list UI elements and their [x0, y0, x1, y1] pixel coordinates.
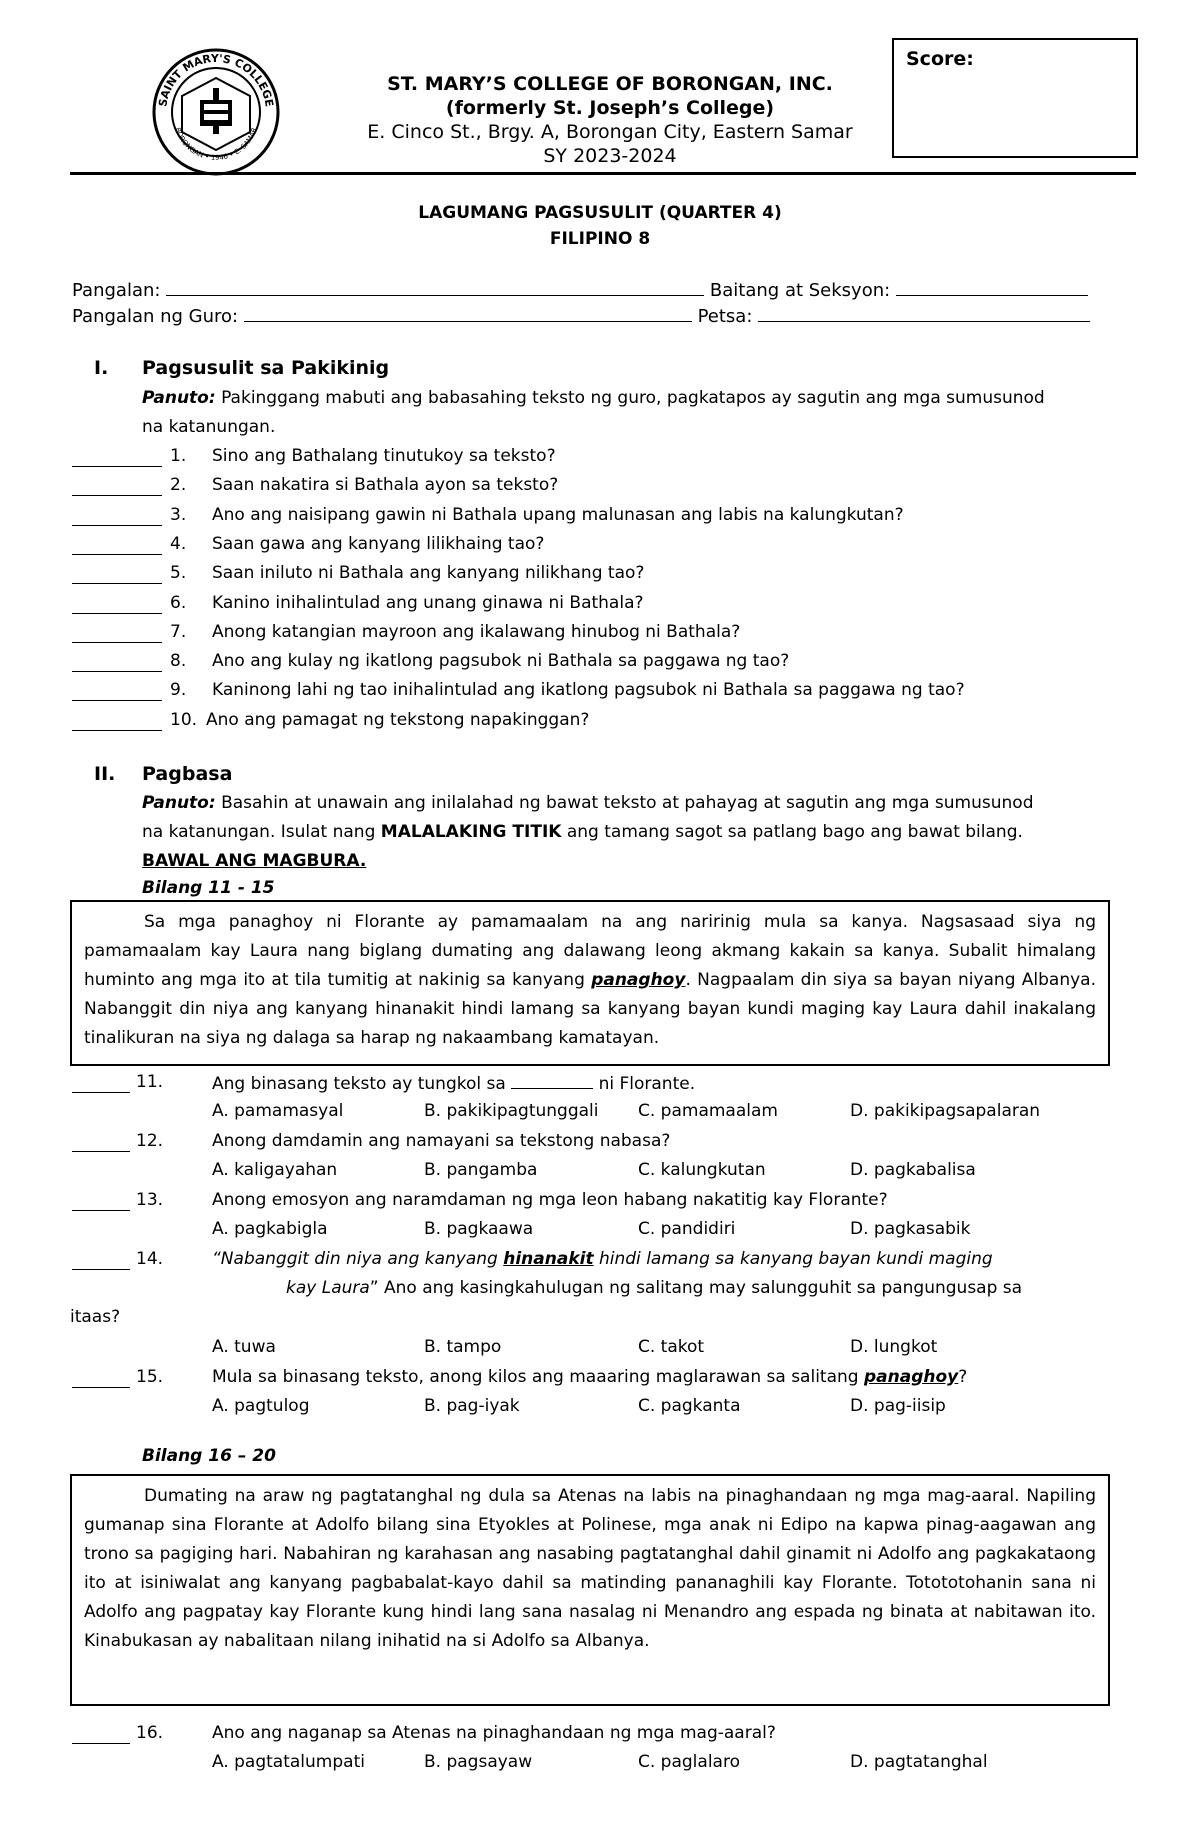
part2-directions-text-2a: na katanungan. Isulat nang: [142, 822, 381, 842]
passage-1: [70, 900, 1110, 1066]
answer-blank-12[interactable]: [72, 1131, 130, 1152]
former-name: (formerly St. Joseph’s College): [445, 97, 775, 119]
part2-directions-label: Panuto:: [142, 793, 216, 813]
section-label: Baitang at Seksyon:: [709, 280, 891, 301]
exam-title-block: [0, 200, 1200, 252]
passage-1-part-c: . Nagpaalam din siya sa bayan niyang Albanya. Nabanggit din niya ang kanyang hinanakit hindi lamang sa kanyang bayan kundi maging kay Laura dahil inakalang tinalikuran na siya ng dalaga sa harap ng nakaambang kamatayan.: [84, 970, 1097, 1048]
q11-text-a: Ang binasang teksto ay tungkol sa: [212, 1074, 512, 1094]
q14-quote-a: “Nabanggit din niya ang kanyang: [212, 1249, 504, 1269]
question-number-6: 6.: [170, 593, 187, 613]
question-text-1: Sino ang Bathalang tinutukoy sa teksto?: [212, 446, 556, 466]
score-box[interactable]: [892, 38, 1138, 158]
teacher-field[interactable]: [244, 301, 692, 322]
q15-text-b: ?: [958, 1367, 968, 1387]
part2-directions-2: [142, 818, 1023, 847]
q14-quote-word: hinanakit: [503, 1249, 594, 1269]
question-number-5: 5.: [170, 563, 187, 583]
q14-option-d[interactable]: D. lungkot: [850, 1337, 938, 1357]
question-number-4: 4.: [170, 534, 187, 554]
passage-2: Dumating na araw ng pagtatanghal ng dula sa Atenas na labis na pinaghandaan ng mga mag-aaral. Napiling gumanap sina Florante at Adolfo bilang sina Etyokles at Polinese, mga anak ni Edipo na kapwa pinag-aagawan ang trono sa pagiging hari. Nabahiran ng karahasan ang nasabing pagtatanghal dahil ginamit ni Adolfo ang pagkakataong ito at isiniwalat ang kanyang pagbabalat-kayo dahil sa matinding pananaghili kay Florante. Totototohanin sana ni Adolfo ang pagpatay kay Florante kung hindi lang sana nasalag ni Menandro ang espada ng binata at nabitawan ito. Kinabukasan ay nabalitaan nilang inihatid na si Adolfo sa Albanya.: [70, 1474, 1110, 1706]
q16-option-d[interactable]: D. pagtatanghal: [850, 1752, 988, 1772]
part2-heading: Pagbasa: [142, 763, 233, 785]
question-text-13: Anong emosyon ang naramdaman ng mga leon habang nakatitig kay Florante?: [212, 1190, 888, 1210]
q13-option-d[interactable]: D. pagkasabik: [850, 1219, 971, 1239]
question-text-8: Ano ang kulay ng ikatlong pagsubok ni Bathala sa paggawa ng tao?: [212, 651, 790, 671]
q14-option-c[interactable]: C. takot: [638, 1337, 705, 1357]
answer-blank-7[interactable]: [72, 622, 162, 643]
q11-option-b[interactable]: B. pakikipagtunggali: [424, 1101, 599, 1121]
q16-option-c[interactable]: C. paglalaro: [638, 1752, 740, 1772]
question-text-11: [212, 1068, 695, 1099]
exam-title: LAGUMANG PAGSUSULIT (QUARTER 4): [418, 203, 782, 223]
q12-option-b[interactable]: B. pangamba: [424, 1160, 538, 1180]
part2-numeral: II.: [94, 763, 116, 785]
answer-blank-5[interactable]: [72, 563, 162, 584]
answer-blank-8[interactable]: [72, 651, 162, 672]
school-address: E. Cinco St., Brgy. A, Borongan City, Eastern Samar: [367, 121, 853, 143]
question-number-2: 2.: [170, 475, 187, 495]
question-number-11: 11.: [136, 1072, 164, 1092]
exam-subject: FILIPINO 8: [549, 229, 651, 249]
q16-option-a[interactable]: A. pagtatalumpati: [212, 1752, 365, 1772]
answer-blank-3[interactable]: [72, 505, 162, 526]
question-text-2: Saan nakatira si Bathala ayon sa teksto?: [212, 475, 559, 495]
q15-option-b[interactable]: B. pag-iyak: [424, 1396, 520, 1416]
question-number-16: 16.: [136, 1723, 164, 1743]
question-number-13: 13.: [136, 1190, 164, 1210]
part2-directions-text-2b: ang tamang sagot sa patlang bago ang bawat bilang.: [561, 822, 1023, 842]
question-text-10: Ano ang pamagat ng tekstong napakinggan?: [206, 710, 590, 730]
passage-1-part-a: Sa mga panaghoy ni Florante ay pamamaalam na ang naririnig mula sa kanya. Nagsasaad siya ng pamamaalam kay Laura nang biglang dumating ang dalawang leong akmang kakain sa kanya. Subalit himalang huminto ang mga ito at tila tumitig at nakinig sa kanyang: [84, 912, 1096, 990]
group2-label: Bilang 16 – 20: [142, 1446, 276, 1466]
q13-option-b[interactable]: B. pagkaawa: [424, 1219, 534, 1239]
q15-text-a: Mula sa binasang teksto, anong kilos ang maaaring maglarawan sa salitang: [212, 1367, 864, 1387]
question-number-9: 9.: [170, 680, 187, 700]
teacher-label: Pangalan ng Guro:: [72, 306, 239, 327]
q15-option-a[interactable]: A. pagtulog: [212, 1396, 310, 1416]
q14-option-b[interactable]: B. tampo: [424, 1337, 502, 1357]
q14-text-rest: ” Ano ang kasingkahulugan ng salitang may salungguhit sa pangungusap sa: [369, 1278, 1023, 1298]
school-header: [340, 72, 880, 168]
name-field[interactable]: [166, 275, 704, 296]
q12-option-c[interactable]: C. kalungkutan: [638, 1160, 766, 1180]
answer-blank-14[interactable]: [72, 1249, 130, 1270]
logo-text: SAINT MARY'S COLLEGE: [156, 51, 276, 108]
question-number-14: 14.: [136, 1249, 164, 1269]
question-text-9: Kaninong lahi ng tao inihalintulad ang ikatlong pagsubok ni Bathala sa paggawa ng tao?: [212, 680, 965, 700]
info-row-1: [72, 275, 1088, 304]
q14-option-a[interactable]: A. tuwa: [212, 1337, 276, 1357]
question-number-1: 1.: [170, 446, 187, 466]
question-14-quote: [212, 1245, 993, 1274]
answer-blank-9[interactable]: [72, 680, 162, 701]
header-divider: [70, 172, 1136, 175]
q11-option-c[interactable]: C. pamamaalam: [638, 1101, 778, 1121]
answer-blank-1[interactable]: [72, 446, 162, 467]
score-label: Score:: [906, 48, 974, 70]
q15-word: panaghoy: [863, 1367, 959, 1387]
answer-blank-6[interactable]: [72, 593, 162, 614]
no-erase-note: BAWAL ANG MAGBURA.: [142, 851, 367, 871]
q12-option-d[interactable]: D. pagkabalisa: [850, 1160, 976, 1180]
question-text-16: Ano ang naganap sa Atenas na pinaghandaan ng mga mag-aaral?: [212, 1723, 776, 1743]
question-14-line2: [286, 1274, 1022, 1303]
part1-numeral: I.: [94, 357, 109, 379]
passage-1-keyword: panaghoy: [591, 970, 686, 990]
part1-directions-text-2: na katanungan.: [142, 417, 276, 437]
date-field[interactable]: [758, 301, 1090, 322]
school-name: ST. MARY’S COLLEGE OF BORONGAN, INC.: [387, 73, 833, 95]
q13-option-a[interactable]: A. pagkabigla: [212, 1219, 328, 1239]
question-text-7: Anong katangian mayroon ang ikalawang hinubog ni Bathala?: [212, 622, 741, 642]
question-number-12: 12.: [136, 1131, 164, 1151]
q11-inline-blank: [511, 1068, 593, 1089]
part1-directions-label: Panuto:: [142, 388, 216, 408]
question-14-tail: itaas?: [70, 1307, 121, 1327]
question-text-6: Kanino inihalintulad ang unang ginawa ni Bathala?: [212, 593, 644, 613]
question-number-10: 10.: [170, 710, 198, 730]
name-label: Pangalan:: [72, 280, 161, 301]
question-text-4: Saan gawa ang kanyang lilikhaing tao?: [212, 534, 545, 554]
q11-text-b: ni Florante.: [593, 1074, 696, 1094]
part1-directions-text-1: Pakinggang mabuti ang babasahing teksto ng guro, pagkatapos ay sagutin ang mga sumusunod: [221, 388, 1045, 408]
question-number-3: 3.: [170, 505, 187, 525]
part1-heading: Pagsusulit sa Pakikinig: [142, 357, 390, 379]
date-label: Petsa:: [697, 306, 753, 327]
section-field[interactable]: [896, 275, 1088, 296]
answer-blank-10[interactable]: [72, 710, 162, 731]
answer-blank-2[interactable]: [72, 475, 162, 496]
answer-blank-11[interactable]: [72, 1072, 130, 1093]
answer-blank-15[interactable]: [72, 1367, 130, 1388]
school-seal-logo: [152, 48, 280, 176]
question-text-12: Anong damdamin ang namayani sa tekstong nabasa?: [212, 1131, 671, 1151]
q15-option-c[interactable]: C. pagkanta: [638, 1396, 741, 1416]
answer-blank-4[interactable]: [72, 534, 162, 555]
q14-quote-b: hindi lamang sa kanyang bayan kundi maging: [593, 1249, 993, 1269]
school-year: SY 2023-2024: [543, 145, 677, 167]
part2-directions-text-1: Basahin at unawain ang inilalahad ng bawat teksto at pahayag at sagutin ang mga sumusunod: [221, 793, 1034, 813]
info-row-2: [72, 301, 1090, 330]
part1-directions-1: [142, 384, 1045, 413]
question-number-8: 8.: [170, 651, 187, 671]
question-text-15: [212, 1363, 967, 1392]
q15-option-d[interactable]: D. pag-iisip: [850, 1396, 946, 1416]
q11-option-d[interactable]: D. pakikipagsapalaran: [850, 1101, 1041, 1121]
question-number-15: 15.: [136, 1367, 164, 1387]
q11-option-a[interactable]: A. pamamasyal: [212, 1101, 344, 1121]
question-text-5: Saan iniluto ni Bathala ang kanyang nilikhang tao?: [212, 563, 645, 583]
group1-label: Bilang 11 - 15: [142, 878, 275, 898]
logo-subtext: BORONGAN • 1946 • E. SAMAR: [173, 126, 259, 163]
q12-option-a[interactable]: A. kaligayahan: [212, 1160, 338, 1180]
q16-option-b[interactable]: B. pagsayaw: [424, 1752, 533, 1772]
question-text-3: Ano ang naisipang gawin ni Bathala upang malunasan ang labis na kalungkutan?: [212, 505, 904, 525]
part2-directions-1: [142, 789, 1034, 818]
question-number-7: 7.: [170, 622, 187, 642]
q14-quote-c: kay Laura: [286, 1278, 370, 1298]
answer-blank-16[interactable]: [72, 1723, 130, 1744]
part2-directions-caps: MALALAKING TITIK: [380, 822, 562, 842]
q13-option-c[interactable]: C. pandidiri: [638, 1219, 736, 1239]
answer-blank-13[interactable]: [72, 1190, 130, 1211]
